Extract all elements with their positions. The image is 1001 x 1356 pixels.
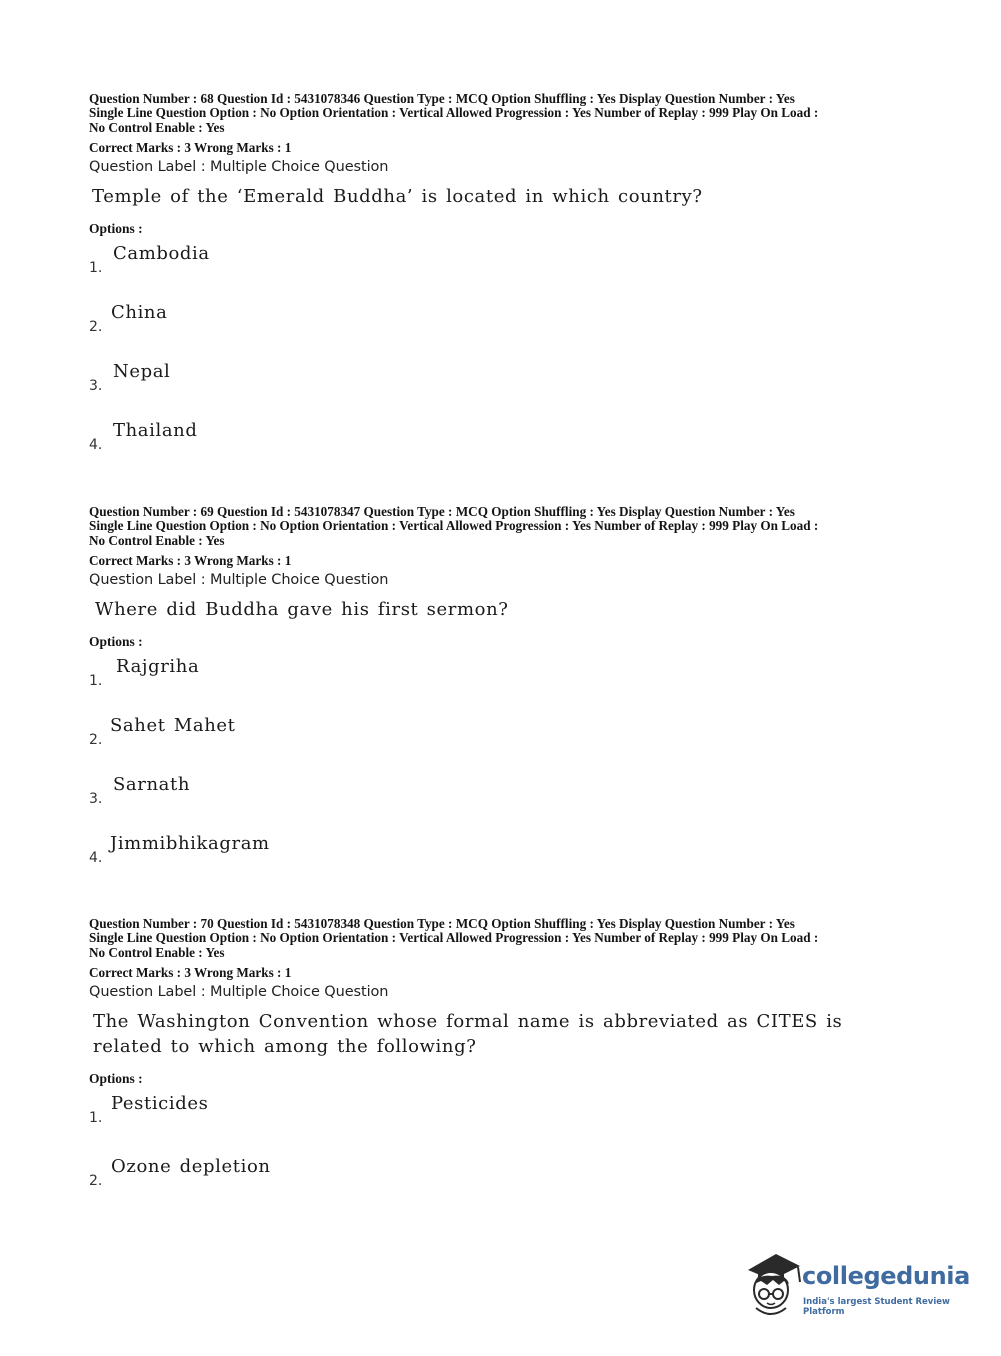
option-text: Pesticides [111, 1092, 209, 1114]
options-list [89, 656, 919, 892]
question-meta [89, 92, 919, 135]
question-label: Question Label : Multiple Choice Question [89, 571, 389, 588]
meta-line: Single Line Question Option : No Option Orientation : Vertical Allowed Progression : Yes Number of Replay : 999 Play On Load : [89, 930, 819, 946]
option-1 [89, 656, 919, 715]
meta-line: No Control Enable : Yes [89, 944, 225, 960]
mascot-icon [742, 1248, 804, 1320]
question-label: Question Label : Multiple Choice Question [89, 158, 389, 175]
meta-line: No Control Enable : Yes [89, 119, 225, 135]
option-text: Sarnath [113, 773, 191, 795]
option-number: 2. [89, 731, 103, 748]
marks-line: Correct Marks : 3 Wrong Marks : 1 [89, 964, 292, 980]
question-block-70 [89, 917, 919, 1215]
question-text: Temple of the ‘Emerald Buddha’ is located in which country? [92, 185, 703, 207]
option-4 [89, 833, 919, 892]
question-text: Where did Buddha gave his first sermon? [95, 598, 509, 620]
brand-tagline: India's largest Student Review Platform [803, 1297, 950, 1317]
option-number: 3. [89, 377, 103, 394]
options-list [89, 243, 919, 479]
option-1 [89, 243, 919, 302]
question-meta [89, 505, 919, 548]
option-3 [89, 361, 919, 420]
option-2 [89, 302, 919, 361]
option-number: 1. [89, 1109, 103, 1126]
question-meta [89, 917, 919, 960]
question-block-69 [89, 505, 919, 892]
marks-line: Correct Marks : 3 Wrong Marks : 1 [89, 139, 292, 155]
option-2 [89, 1156, 919, 1215]
option-4 [89, 420, 919, 479]
option-number: 4. [89, 436, 103, 453]
option-number: 4. [89, 849, 103, 866]
option-text: Jimmibhikagram [110, 832, 270, 854]
question-label: Question Label : Multiple Choice Question [89, 983, 389, 1000]
option-2 [89, 715, 919, 774]
marks-line: Correct Marks : 3 Wrong Marks : 1 [89, 552, 292, 568]
meta-line: No Control Enable : Yes [89, 532, 225, 548]
option-1 [89, 1093, 919, 1156]
option-text: Sahet Mahet [110, 714, 236, 736]
brand-name: collegedunia [802, 1262, 970, 1290]
meta-line: Question Number : 70 Question Id : 5431078348 Question Type : MCQ Option Shuffling : Yes Display Question Number : Yes [89, 916, 795, 931]
meta-line: Single Line Question Option : No Option Orientation : Vertical Allowed Progression : Yes Number of Replay : 999 Play On Load : [89, 518, 819, 534]
meta-line: Question Number : 68 Question Id : 5431078346 Question Type : MCQ Option Shuffling : Yes Display Question Number : Yes [89, 91, 795, 106]
option-text: Ozone depletion [111, 1155, 271, 1177]
option-text: Nepal [113, 360, 171, 382]
collegedunia-logo [742, 1248, 972, 1320]
meta-line: Question Number : 69 Question Id : 5431078347 Question Type : MCQ Option Shuffling : Yes Display Question Number : Yes [89, 504, 795, 519]
option-number: 1. [89, 259, 103, 276]
option-number: 3. [89, 790, 103, 807]
meta-line: Single Line Question Option : No Option Orientation : Vertical Allowed Progression : Yes Number of Replay : 999 Play On Load : [89, 105, 819, 121]
option-text: Cambodia [113, 242, 210, 264]
option-text: Rajgriha [116, 655, 200, 677]
option-3 [89, 774, 919, 833]
options-list [89, 1093, 919, 1215]
option-text: China [111, 301, 168, 323]
options-label: Options : [89, 220, 143, 236]
question-block-68 [89, 92, 919, 479]
option-number: 2. [89, 318, 103, 335]
option-number: 2. [89, 1172, 103, 1189]
question-text: The Washington Convention whose formal name is abbreviated as CITES is related to which among the following? [93, 1010, 843, 1057]
option-number: 1. [89, 672, 103, 689]
options-label: Options : [89, 1070, 143, 1086]
option-text: Thailand [113, 419, 198, 441]
options-label: Options : [89, 633, 143, 649]
